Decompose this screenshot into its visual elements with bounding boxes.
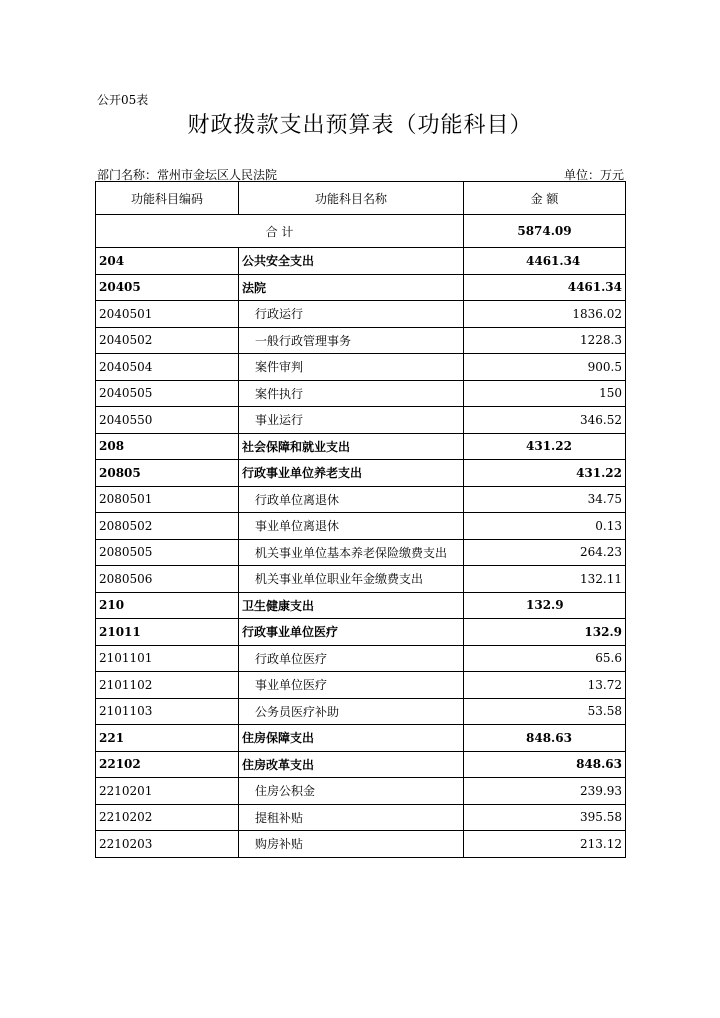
- table-row: [96, 486, 626, 513]
- table-row: [96, 380, 626, 407]
- row-name: 行政运行: [239, 301, 464, 328]
- unit-label: 单位：万元: [563, 168, 624, 182]
- row-name: 案件审判: [239, 354, 464, 381]
- row-amount: 900.5: [464, 354, 626, 381]
- row-name: 卫生健康支出: [239, 592, 464, 619]
- department-label: 部门名称：常州市金坛区人民法院: [97, 168, 278, 182]
- row-amount: 1228.3: [464, 327, 626, 354]
- row-code: 2040502: [96, 327, 239, 354]
- total-row: [96, 215, 626, 248]
- row-amount: 65.6: [464, 645, 626, 672]
- total-amount: 5874.09: [464, 215, 626, 248]
- row-amount: 132.9: [464, 619, 626, 646]
- row-amount: 150: [464, 380, 626, 407]
- table-row: [96, 804, 626, 831]
- row-code: 2210203: [96, 831, 239, 858]
- table-row: [96, 274, 626, 301]
- row-name: 住房公积金: [239, 778, 464, 805]
- row-amount: 13.72: [464, 672, 626, 699]
- form-number: 公开05表: [97, 93, 149, 107]
- table-row: [96, 619, 626, 646]
- row-code: 2210202: [96, 804, 239, 831]
- row-amount: 4461.34: [464, 274, 626, 301]
- row-name: 一般行政管理事务: [239, 327, 464, 354]
- table-row: [96, 725, 626, 752]
- row-name: 事业单位离退休: [239, 513, 464, 540]
- row-code: 20405: [96, 274, 239, 301]
- row-name: 购房补贴: [239, 831, 464, 858]
- table-row: [96, 645, 626, 672]
- table-row: [96, 672, 626, 699]
- row-name: 行政事业单位医疗: [239, 619, 464, 646]
- row-name: 公务员医疗补助: [239, 698, 464, 725]
- row-amount: 346.52: [464, 407, 626, 434]
- row-amount: 0.13: [464, 513, 626, 540]
- header-name: 功能科目名称: [239, 182, 464, 215]
- row-name: 住房改革支出: [239, 751, 464, 778]
- row-code: 2040501: [96, 301, 239, 328]
- row-code: 20805: [96, 460, 239, 487]
- row-amount: 53.58: [464, 698, 626, 725]
- row-code: 2080501: [96, 486, 239, 513]
- table-row: [96, 327, 626, 354]
- row-amount: 431.22: [464, 433, 626, 460]
- table-row: [96, 513, 626, 540]
- row-name: 提租补贴: [239, 804, 464, 831]
- row-code: 2101101: [96, 645, 239, 672]
- header-amount: 金 额: [464, 182, 626, 215]
- row-code: 2040550: [96, 407, 239, 434]
- table-row: [96, 301, 626, 328]
- row-name: 住房保障支出: [239, 725, 464, 752]
- row-name: 行政单位医疗: [239, 645, 464, 672]
- row-amount: 132.11: [464, 566, 626, 593]
- row-code: 2080506: [96, 566, 239, 593]
- row-code: 2210201: [96, 778, 239, 805]
- row-amount: 213.12: [464, 831, 626, 858]
- row-amount: 431.22: [464, 460, 626, 487]
- table-row: [96, 248, 626, 275]
- row-code: 2080502: [96, 513, 239, 540]
- row-name: 法院: [239, 274, 464, 301]
- row-name: 行政单位离退休: [239, 486, 464, 513]
- budget-table: [95, 181, 626, 858]
- table-row: [96, 831, 626, 858]
- row-code: 2040505: [96, 380, 239, 407]
- header-row: [96, 182, 626, 215]
- table-row: [96, 751, 626, 778]
- table-row: [96, 460, 626, 487]
- table-row: [96, 407, 626, 434]
- row-amount: 1836.02: [464, 301, 626, 328]
- header-code: 功能科目编码: [96, 182, 239, 215]
- row-code: 204: [96, 248, 239, 275]
- row-code: 22102: [96, 751, 239, 778]
- table-row: [96, 778, 626, 805]
- row-amount: 34.75: [464, 486, 626, 513]
- table-row: [96, 433, 626, 460]
- table-row: [96, 566, 626, 593]
- row-name: 事业运行: [239, 407, 464, 434]
- row-name: 机关事业单位职业年金缴费支出: [239, 566, 464, 593]
- row-amount: 239.93: [464, 778, 626, 805]
- row-code: 21011: [96, 619, 239, 646]
- row-name: 行政事业单位养老支出: [239, 460, 464, 487]
- row-code: 210: [96, 592, 239, 619]
- row-amount: 4461.34: [464, 248, 626, 275]
- row-amount: 264.23: [464, 539, 626, 566]
- row-name: 事业单位医疗: [239, 672, 464, 699]
- row-code: 221: [96, 725, 239, 752]
- table-row: [96, 539, 626, 566]
- row-name: 机关事业单位基本养老保险缴费支出: [239, 539, 464, 566]
- row-amount: 848.63: [464, 725, 626, 752]
- table-row: [96, 592, 626, 619]
- page-title: 财政拨款支出预算表（功能科目）: [187, 113, 533, 138]
- row-name: 社会保障和就业支出: [239, 433, 464, 460]
- row-name: 公共安全支出: [239, 248, 464, 275]
- table-row: [96, 698, 626, 725]
- row-amount: 395.58: [464, 804, 626, 831]
- row-amount: 132.9: [464, 592, 626, 619]
- row-amount: 848.63: [464, 751, 626, 778]
- row-code: 208: [96, 433, 239, 460]
- row-name: 案件执行: [239, 380, 464, 407]
- row-code: 2080505: [96, 539, 239, 566]
- row-code: 2101102: [96, 672, 239, 699]
- row-code: 2101103: [96, 698, 239, 725]
- table-row: [96, 354, 626, 381]
- row-code: 2040504: [96, 354, 239, 381]
- total-label: 合 计: [96, 215, 464, 248]
